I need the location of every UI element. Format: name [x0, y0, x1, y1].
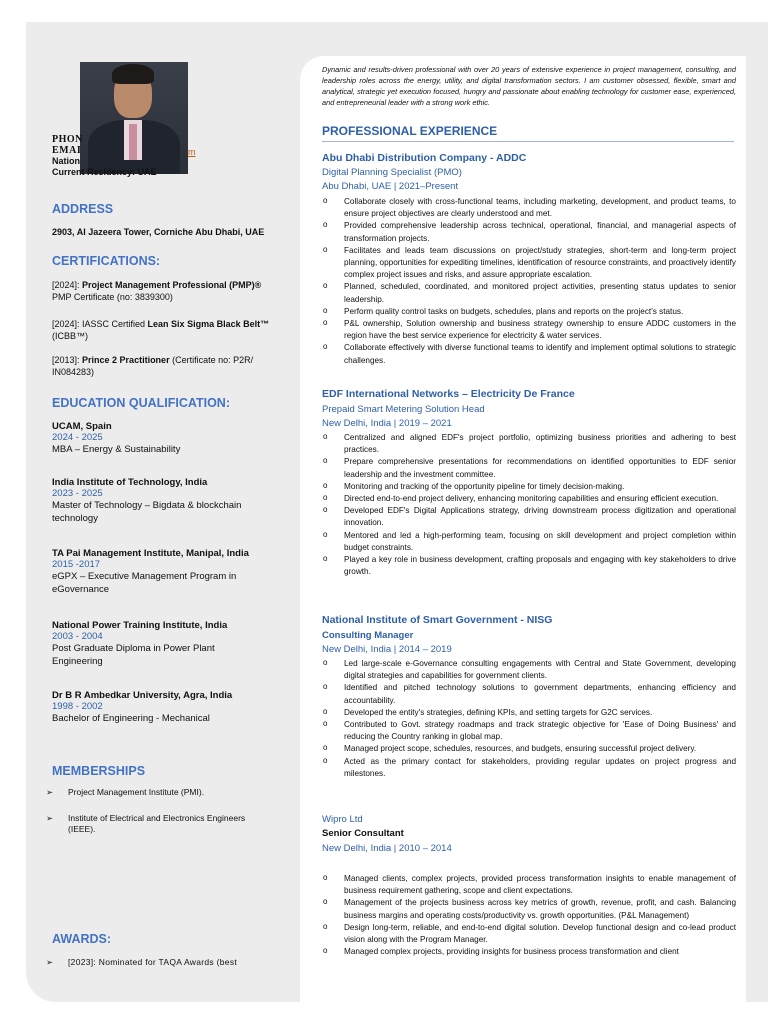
job-bullet-item: o Played a key role in business development, crafting proposals and engaging with key stakeholders to drive growth.: [322, 554, 736, 578]
phone-label: PHON: [52, 134, 83, 145]
education-item: National Power Training Institute, India 2003 - 2004 Post Graduate Diploma in Power Plant Engineering: [52, 620, 228, 667]
experience-heading: PROFESSIONAL EXPERIENCE: [322, 124, 498, 138]
job-bullet-item: o Management of the projects business across key metrics of growth, revenue, profit, and cash. Balancing business margins and operating costs/productivity vs. growth opportunities. (P&L Management): [322, 897, 736, 921]
company-name: National Institute of Smart Government - NISG: [322, 614, 553, 626]
nationality-line: Nation: [52, 156, 80, 166]
job-bullet-item: o Prepare comprehensive presentations for recommendations on identified opportunities to EDF senior leadership and the investment committee.: [322, 456, 736, 480]
cert-item: [2024]: Project Management Professional (PMP)® PMP Certificate (no: 3839300): [52, 280, 262, 302]
job-location: New Delhi, India | 2014 – 2019: [322, 644, 452, 655]
job-bullet-item: o Developed EDF's Digital Applications strategy, driving downstream process digitization and operational innovation.: [322, 505, 736, 529]
cert-item: [2024]: IASSC Certified Lean Six Sigma Black Belt™ (ICBB™): [52, 319, 270, 341]
job-bullet-item: o Managed complex projects, providing insights for business process transformation and client: [322, 946, 736, 958]
job-bullet-item: o Contributed to Govt. strategy roadmaps and track strategic objective for 'Ease of Doing Business' and reducing the Country ranking in global map.: [322, 719, 736, 743]
school-years: 2024 - 2025: [52, 432, 103, 443]
awards-heading: AWARDS:: [52, 932, 112, 946]
education-heading: EDUCATION QUALIFICATION:: [52, 396, 230, 410]
job-bullet-item: o Acted as the primary contact for stakeholders, providing regular updates on project progress and milestones.: [322, 756, 736, 780]
certifications-heading: CERTIFICATIONS:: [52, 254, 161, 268]
job-bullet-item: o Identified and pitched technology solutions to government departments, enhancing efficiency and accountability.: [322, 682, 736, 706]
residency-line: Current Residency: UAE: [52, 167, 157, 177]
job-role: Senior Consultant: [322, 828, 404, 839]
section-divider: [322, 141, 734, 142]
company-name: Abu Dhabi Distribution Company - ADDC: [322, 152, 527, 164]
education-item: Dr B R Ambedkar University, Agra, India 1998 - 2002 Bachelor of Engineering - Mechanical: [52, 690, 233, 724]
job-role: Consulting Manager: [322, 630, 414, 641]
job-bullet-item: o Mentored and led a high-performing team, focusing on skill development and project completion within budget constraints.: [322, 530, 736, 554]
job-bullets: [322, 432, 736, 578]
job-bullet-item: o Directed end-to-end project delivery, enhancing monitoring capabilities and ensuring efficient execution.: [322, 493, 736, 505]
school-name: UCAM, Spain: [52, 421, 112, 432]
education-item: India Institute of Technology, India 2023 - 2025 Master of Technology – Bigdata & blockchain technology: [52, 477, 242, 524]
address-heading: ADDRESS: [52, 202, 114, 216]
company-name: Wipro Ltd: [322, 814, 363, 825]
degree: MBA – Energy & Sustainability: [52, 444, 181, 455]
job-bullet-item: o Managed clients, complex projects, provided process transformation insights to enable management of business requirement gathering, scope and client expectations.: [322, 873, 736, 897]
job-role: Digital Planning Specialist (PMO): [322, 167, 462, 178]
job-bullet-item: o Led large-scale e-Governance consulting engagements with Central and State Government, developing digital strategies and capabilities for government clients.: [322, 658, 736, 682]
job-role: Prepaid Smart Metering Solution Head: [322, 404, 485, 415]
address-value: 2903, Al Jazeera Tower, Corniche Abu Dhabi, UAE: [52, 227, 265, 237]
job-bullets: [322, 658, 736, 780]
arrow-bullet-icon: ➢: [46, 787, 54, 797]
education-item: TA Pai Management Institute, Manipal, India 2015 -2017 eGPX – Executive Management Program in eGovernance: [52, 548, 249, 595]
job-bullet-item: o P&L ownership, Solution ownership and business strategy ownership to ensure ADDC customers in the region have the best service experience for electricity & water services.: [322, 318, 736, 342]
header-band: [300, 22, 768, 58]
job-bullet-item: o Facilitates and leads team discussions on project/study strategies, short-term and long-term project planning, opportunities for expediting timelines, identification of resource constraints, and proactively identify complex project issues and risks, and assure appropriate escalation.: [322, 245, 736, 282]
job-bullet-item: o Collaborate effectively with diverse functional teams to identify and implement optimal solutions to strategic challenges.: [322, 342, 736, 366]
job-location: New Delhi, India | 2019 – 2021: [322, 418, 452, 429]
memberships-heading: MEMBERSHIPS: [52, 764, 146, 778]
job-bullet-item: o Managed project scope, schedules, resources, and budgets, ensuring successful project delivery.: [322, 743, 736, 755]
job-bullet-item: o Perform quality control tasks on budgets, schedules, plans and reports on the project's status.: [322, 306, 736, 318]
email-link[interactable]: m: [188, 147, 196, 157]
education-item: [52, 421, 282, 456]
job-bullet-item: o Developed the entity's strategies, defining KPIs, and setting targets for G2C services.: [322, 707, 736, 719]
cert-item: [2013]: Prince 2 Practitioner (Certificate no: P2R/ IN084283): [52, 355, 254, 377]
company-name: EDF International Networks – Electricity De France: [322, 388, 575, 400]
email-label: EMAI: [52, 145, 82, 156]
job-bullet-item: o Centralized and aligned EDF's project portfolio, optimizing business priorities and adhering to best practices.: [322, 432, 736, 456]
job-location: New Delhi, India | 2010 – 2014: [322, 843, 452, 854]
job-bullet-item: o Design long-term, reliable, and end-to-end digital solution. Develop functional design and co-lead product vision along with the Program Manager.: [322, 922, 736, 946]
arrow-bullet-icon: ➢: [46, 957, 54, 967]
arrow-bullet-icon: ➢: [46, 813, 54, 823]
job-bullet-item: o Collaborate closely with cross-functional teams, including marketing, development, and product teams, to ensure project objectives are clearly understood and met.: [322, 196, 736, 220]
job-location: Abu Dhabi, UAE | 2021–Present: [322, 181, 459, 192]
profile-summary: Dynamic and results-driven professional with over 20 years of extensive experience in project management, consulting, and leadership roles across the energy, utility, and digital transformation sectors. I am customer obsessed, flexible, smart and analytical, strategic yet execution focused, hungry and passionate about enabling technology for customer ease, experienced, and entrepreneurial leader with a strong work ethic.: [322, 65, 736, 107]
job-bullet-item: o Planned, scheduled, coordinated, and monitored project activities, presenting status updates to senior leadership.: [322, 281, 736, 305]
job-bullet-item: o Provided comprehensive leadership across technical, operational, financial, and managerial aspects of transformation projects.: [322, 220, 736, 244]
job-bullets: [322, 196, 736, 367]
contact-block: [52, 134, 157, 178]
job-bullets: [322, 873, 736, 958]
job-bullet-item: o Monitoring and tracking of the opportunity pipeline for timely decision-making.: [322, 481, 736, 493]
